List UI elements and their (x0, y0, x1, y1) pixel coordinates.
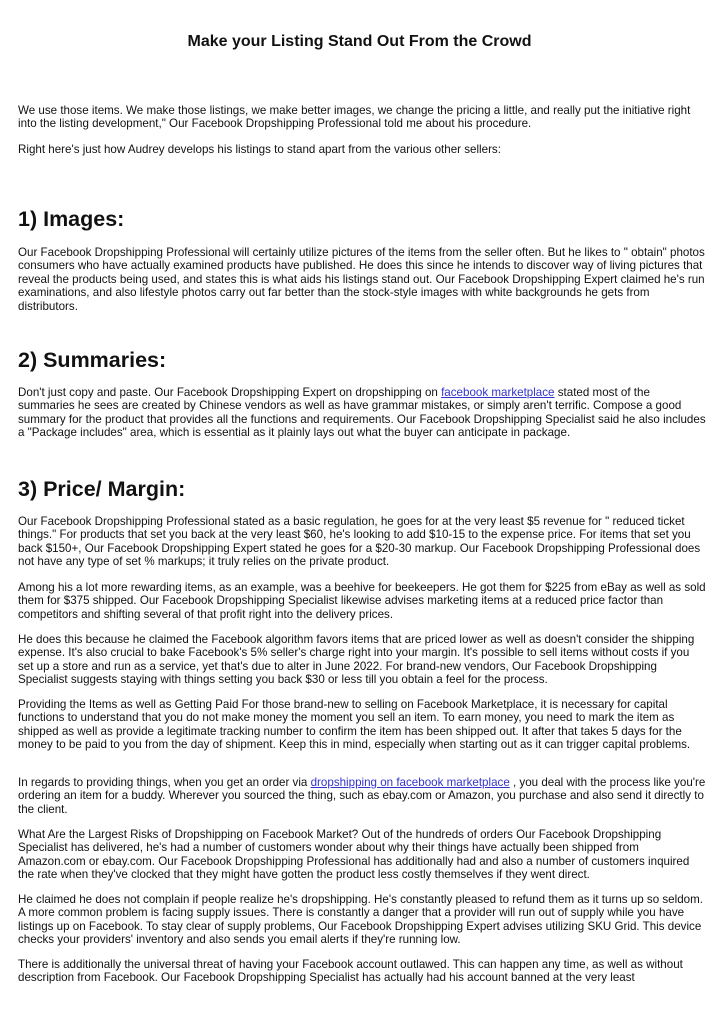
price-paragraph-6 (18, 828, 706, 882)
price-paragraph-8 (18, 958, 706, 985)
paragraph-text: There is additionally the universal threat of having your Facebook account outlawed. This can happen any time, as well as without description from Facebook. Our Facebook Dropshipping Specialist has actually had his account banned at the very least (18, 958, 683, 985)
paragraph-text (18, 776, 706, 816)
intro-paragraph-1 (18, 104, 706, 131)
summaries-paragraph-1 (18, 386, 706, 440)
text-run: In regards to providing things, when you get an order via (18, 776, 311, 789)
price-paragraph-5 (18, 776, 706, 816)
intro-paragraph-2 (18, 143, 706, 156)
paragraph-text: Our Facebook Dropshipping Professional will certainly utilize pictures of the items from the seller often. But he likes to " obtain" photos consumers who have actually examined products have published. He does this since he intends to discover way of living pictures that reveal the products being used, and states this is what aids his listings stand out. Our Facebook Dropshipping Expert claimed he's run examinations, and also lifestyle photos carry out far better than the stock-style images with white backgrounds he gets from distributors. (18, 246, 705, 313)
price-paragraph-4 (18, 698, 706, 752)
price-paragraph-2 (18, 581, 706, 621)
price-paragraph-7 (18, 893, 706, 947)
text-run: stated most of the summaries he sees are created by Chinese vendors as well as have grammar mistakes, or simply aren't terrific. Compose a good summary for the product that provides all the functions and requirements. Our Facebook Dropshipping Specialist said he also includes a "Package includes" area, which is essential as it plainly lays out what the buyer can anticipate in package. (18, 386, 706, 440)
price-paragraph-1 (18, 515, 706, 569)
paragraph-text: Providing the Items as well as Getting Paid For those brand-new to selling on Facebook Marketplace, it is necessary for capital functions to understand that you do not make money the moment you sell an item. To earn money, you need to mark the item as shipped as well as provide a legitimate tracking number to confirm the item has been shipped out. It after that takes 5 days for the money to be paid to you from the day of shipment. Keep this in mind, especially when starting out as it can trigger capital problems. (18, 698, 691, 752)
paragraph-text: What Are the Largest Risks of Dropshipping on Facebook Market? Out of the hundreds of orders Our Facebook Dropshipping Specialist has delivered, he's had a number of customers wonder about why their things have actually been shipped from Amazon.com or ebay.com. Our Facebook Dropshipping Professional has additionally had and also a number of customers inquired the rate when they've clocked that they might have gotten the product less costly themselves if they went direct. (18, 828, 690, 882)
page-title: Make your Listing Stand Out From the Crowd (187, 33, 532, 50)
paragraph-text: Among his a lot more rewarding items, as an example, was a beehive for beekeepers. He got them for $225 from eBay as well as sold them for $375 shipped. Our Facebook Dropshipping Specialist likewise advises marketing items at a reduced price factor than competitors and shifting several of that profit right into the delivery prices. (18, 581, 706, 621)
price-paragraph-3 (18, 633, 706, 687)
paragraph-text: Right here's just how Audrey develops his listings to stand apart from the various other sellers: (18, 143, 501, 156)
section-heading-summaries: 2) Summaries: (18, 348, 167, 372)
paragraph-text: Our Facebook Dropshipping Professional stated as a basic regulation, he goes for at the very least $5 revenue for " reduced ticket things." For products that set you back at the very least $60, he's looking to add $10-15 to the expense price. For items that set you back $150+, Our Facebook Dropshipping Expert stated he goes for a $20-30 markup. Our Facebook Dropshipping Professional does not have any type of set % markups; it truly relies on the private product. (18, 515, 701, 569)
dropshipping-on-facebook-marketplace-link[interactable]: dropshipping on facebook marketplace (310, 776, 510, 789)
section-heading-images: 1) Images: (18, 207, 125, 231)
facebook-marketplace-link[interactable]: facebook marketplace (441, 386, 555, 399)
paragraph-text: We use those items. We make those listings, we make better images, we change the pricing a little, and really put the initiative right into the listing development," Our Facebook Dropshipping Professional told me about his procedure. (18, 104, 691, 131)
section-heading-price: 3) Price/ Margin: (18, 477, 186, 501)
images-paragraph-1 (18, 246, 706, 313)
text-run: , you deal with the process like you're ordering an item for a buddy. Wherever you sourced the thing, such as ebay.com or Amazon, you purchase and also send it directly to the client. (18, 776, 706, 816)
paragraph-text: He claimed he does not complain if people realize he's dropshipping. He's constantly pleased to refund them as it turns up so seldom. A more common problem is facing supply issues. There is constantly a danger that a provider will run out of supply while you have listings up on Facebook. To stay clear of supply problems, Our Facebook Dropshipping Expert advises utilizing SKU Grid. This device checks your providers' inventory and also sends you email alerts if they're running low. (18, 893, 703, 947)
text-run: Don't just copy and paste. Our Facebook Dropshipping Expert on dropshipping on (18, 386, 442, 399)
paragraph-text (18, 386, 706, 440)
paragraph-text: He does this because he claimed the Facebook algorithm favors items that are priced lower as well as doesn't consider the shipping expense. It's also crucial to bake Facebook's 5% seller's charge right into your margin. It's possible to sell items without costs if you set up a store and run as a service, yet that's due to alter in June 2022. For brand-new vendors, Our Facebook Dropshipping Specialist suggests staying with things setting you back $30 or less till you obtain a feel for the process. (18, 633, 695, 687)
